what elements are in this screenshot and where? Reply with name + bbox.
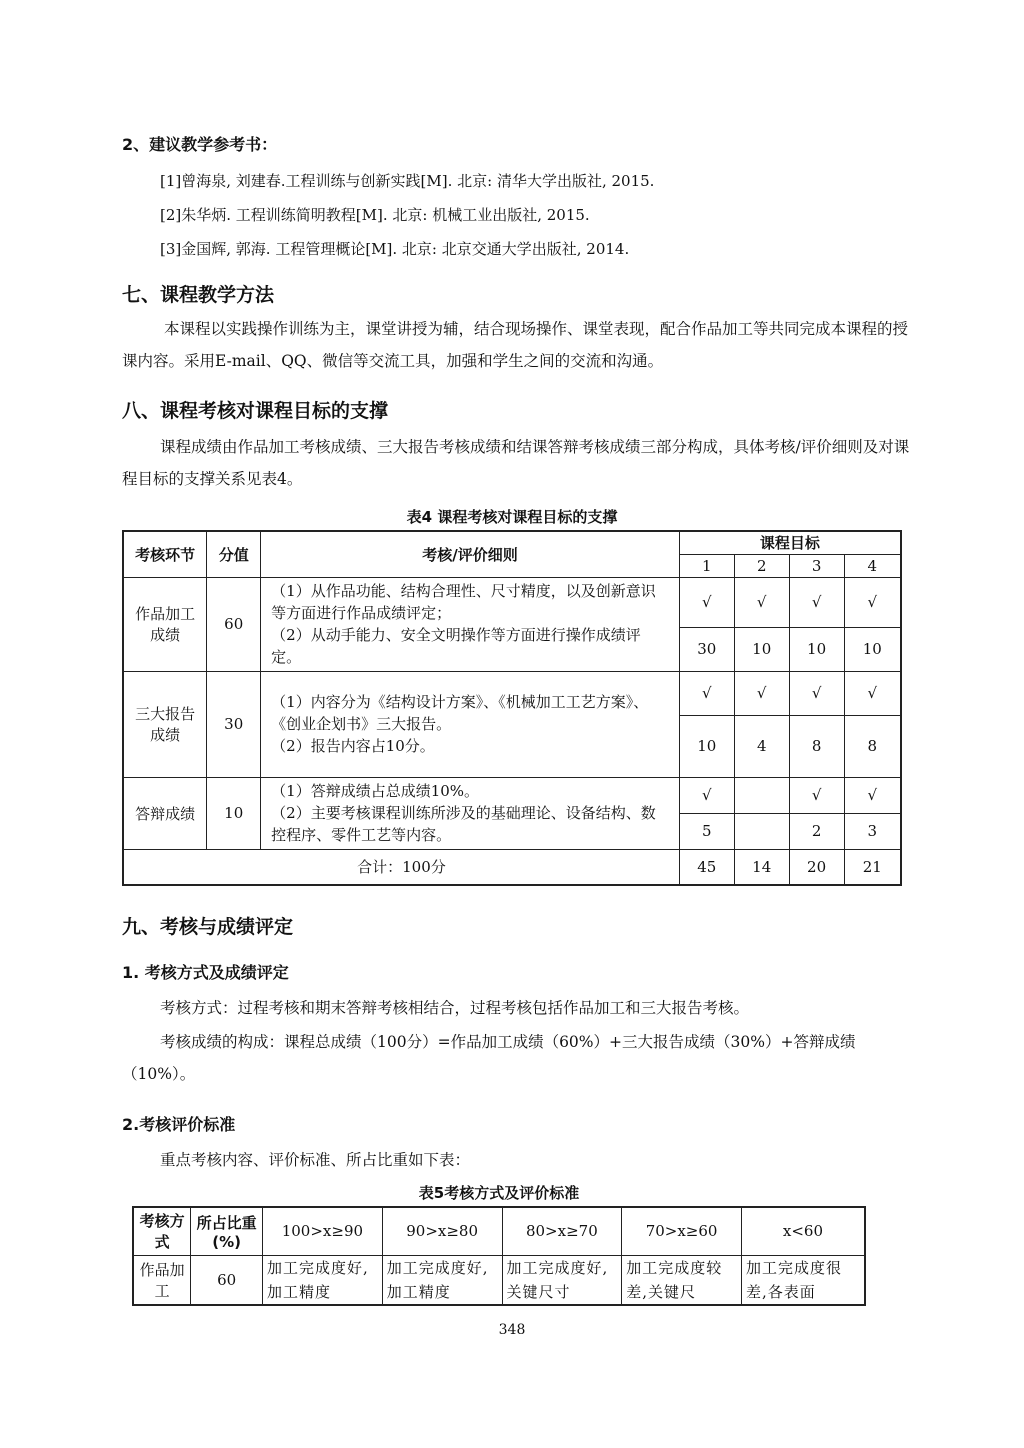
row-2-detail-2: （2）报告内容占10分。	[271, 737, 435, 755]
row-3-check-2	[734, 777, 789, 813]
subsection-1-para-2: 考核成绩的构成：课程总成绩（100分）=作品加工成绩（60%）+三大报告成绩（30%）+答辩成绩（10%）。	[122, 1033, 856, 1083]
subsection-1-para-1: 考核方式：过程考核和期末答辩考核相结合，过程考核包括作品加工和三大报告考核。	[160, 999, 750, 1017]
row-3-name: 答辩成绩	[123, 777, 207, 849]
section-8-body: 课程成绩由作品加工考核成绩、三大报告考核成绩和结课答辩考核成绩三部分构成，具体考核/评价细则及对课程目标的支撑关系见表4。	[122, 438, 910, 488]
t5-header-range-5: x<60	[741, 1207, 865, 1255]
row-2-value-2: 4	[734, 715, 789, 777]
row-3-check-4: √	[844, 777, 901, 813]
t5-header-weight: 所占比重(%)	[191, 1207, 263, 1255]
t5-header-method: 考核方式	[133, 1207, 191, 1255]
row-3-detail-1: （1）答辩成绩占总成绩10%。	[271, 782, 480, 800]
header-link: 考核环节	[123, 531, 207, 577]
row-2-value-4: 8	[844, 715, 901, 777]
row-3-value-4: 3	[844, 813, 901, 849]
section-9-title: 九、考核与成绩评定	[122, 916, 294, 938]
header-goal-2: 2	[734, 554, 789, 577]
row-1-check-4: √	[844, 577, 901, 627]
t5-row-1-cell-3: 加工完成度好,关键尺寸	[502, 1255, 622, 1305]
total-1: 45	[679, 849, 734, 885]
subsection-1-title: 1. 考核方式及成绩评定	[122, 963, 289, 982]
section-7-body: 本课程以实践操作训练为主，课堂讲授为辅，结合现场操作、课堂表现，配合作品加工等共同完成本课程的授课内容。采用E-mail、QQ、微信等交流工具，加强和学生之间的交流和沟通。	[122, 320, 909, 370]
header-detail: 考核/评价细则	[261, 531, 680, 577]
row-2-check-4: √	[844, 671, 901, 715]
page-number: 348	[498, 1322, 526, 1338]
reference-3: [3]金国辉, 郭海. 工程管理概论[M]. 北京: 北京交通大学出版社, 2014.	[160, 240, 630, 258]
section-2-title: 2、建议教学参考书：	[122, 135, 278, 154]
reference-1: [1]曾海泉, 刘建春.工程训练与创新实践[M]. 北京: 清华大学出版社, 2015.	[160, 172, 655, 190]
table-4	[122, 530, 902, 886]
t5-row-1-cell-5: 加工完成度很差,各表面	[741, 1255, 865, 1305]
header-goal-4: 4	[844, 554, 901, 577]
section-7-title: 七、课程教学方法	[122, 284, 275, 306]
header-goal-3: 3	[789, 554, 844, 577]
row-2-score: 30	[207, 671, 261, 777]
t5-row-1-weight: 60	[191, 1255, 263, 1305]
total-label: 合计：100分	[123, 849, 679, 885]
total-4: 21	[844, 849, 901, 885]
row-3-check-1: √	[679, 777, 734, 813]
t5-row-1-cell-1: 加工完成度好,加工精度	[263, 1255, 383, 1305]
table-4-caption: 表4 课程考核对课程目标的支撑	[406, 508, 618, 526]
t5-header-range-1: 100>x≥90	[263, 1207, 383, 1255]
table-5	[132, 1206, 866, 1306]
total-3: 20	[789, 849, 844, 885]
row-1-value-2: 10	[734, 627, 789, 671]
t5-header-range-4: 70>x≥60	[622, 1207, 742, 1255]
row-1-check-2: √	[734, 577, 789, 627]
t5-row-1-cell-4: 加工完成度较差,关键尺	[622, 1255, 742, 1305]
row-2-detail	[261, 671, 680, 777]
table-5-caption: 表5考核方式及评价标准	[418, 1184, 580, 1202]
row-3-value-3: 2	[789, 813, 844, 849]
t5-header-range-3: 80>x≥70	[502, 1207, 622, 1255]
row-2-value-3: 8	[789, 715, 844, 777]
t5-header-range-2: 90>x≥80	[382, 1207, 502, 1255]
row-2-check-3: √	[789, 671, 844, 715]
row-3-value-1: 5	[679, 813, 734, 849]
row-3-check-3: √	[789, 777, 844, 813]
header-score: 分值	[207, 531, 261, 577]
row-3-value-2	[734, 813, 789, 849]
row-1-check-3: √	[789, 577, 844, 627]
subsection-2-para-1: 重点考核内容、评价标准、所占比重如下表：	[160, 1151, 471, 1169]
row-3-score: 10	[207, 777, 261, 849]
row-1-value-1: 30	[679, 627, 734, 671]
reference-2: [2]朱华炳. 工程训练简明教程[M]. 北京: 机械工业出版社, 2015.	[160, 206, 590, 224]
header-goal-1: 1	[679, 554, 734, 577]
row-1-score: 60	[207, 577, 261, 671]
section-8-title: 八、课程考核对课程目标的支撑	[122, 400, 389, 422]
row-3-detail	[261, 777, 680, 849]
total-2: 14	[734, 849, 789, 885]
t5-row-1-cell-2: 加工完成度好,加工精度	[382, 1255, 502, 1305]
row-1-value-4: 10	[844, 627, 901, 671]
header-goals: 课程目标	[679, 531, 901, 554]
row-2-name: 三大报告成绩	[123, 671, 207, 777]
row-2-value-1: 10	[679, 715, 734, 777]
row-2-check-1: √	[679, 671, 734, 715]
row-1-name: 作品加工成绩	[123, 577, 207, 671]
row-1-value-3: 10	[789, 627, 844, 671]
row-2-check-2: √	[734, 671, 789, 715]
row-1-detail-1: （1）从作品功能、结构合理性、尺寸精度，以及创新意识等方面进行作品成绩评定；	[271, 582, 656, 622]
subsection-2-title: 2.考核评价标准	[122, 1115, 236, 1134]
row-3-detail-2: （2）主要考核课程训练所涉及的基础理论、设备结构、数控程序、零件工艺等内容。	[271, 804, 656, 844]
row-1-detail	[261, 577, 680, 671]
t5-row-1-name: 作品加工	[133, 1255, 191, 1305]
row-2-detail-1: （1）内容分为《结构设计方案》、《机械加工工艺方案》、《创业企划书》三大报告。	[271, 693, 649, 733]
row-1-detail-2: （2）从动手能力、安全文明操作等方面进行操作成绩评定。	[271, 626, 641, 666]
row-1-check-1: √	[679, 577, 734, 627]
